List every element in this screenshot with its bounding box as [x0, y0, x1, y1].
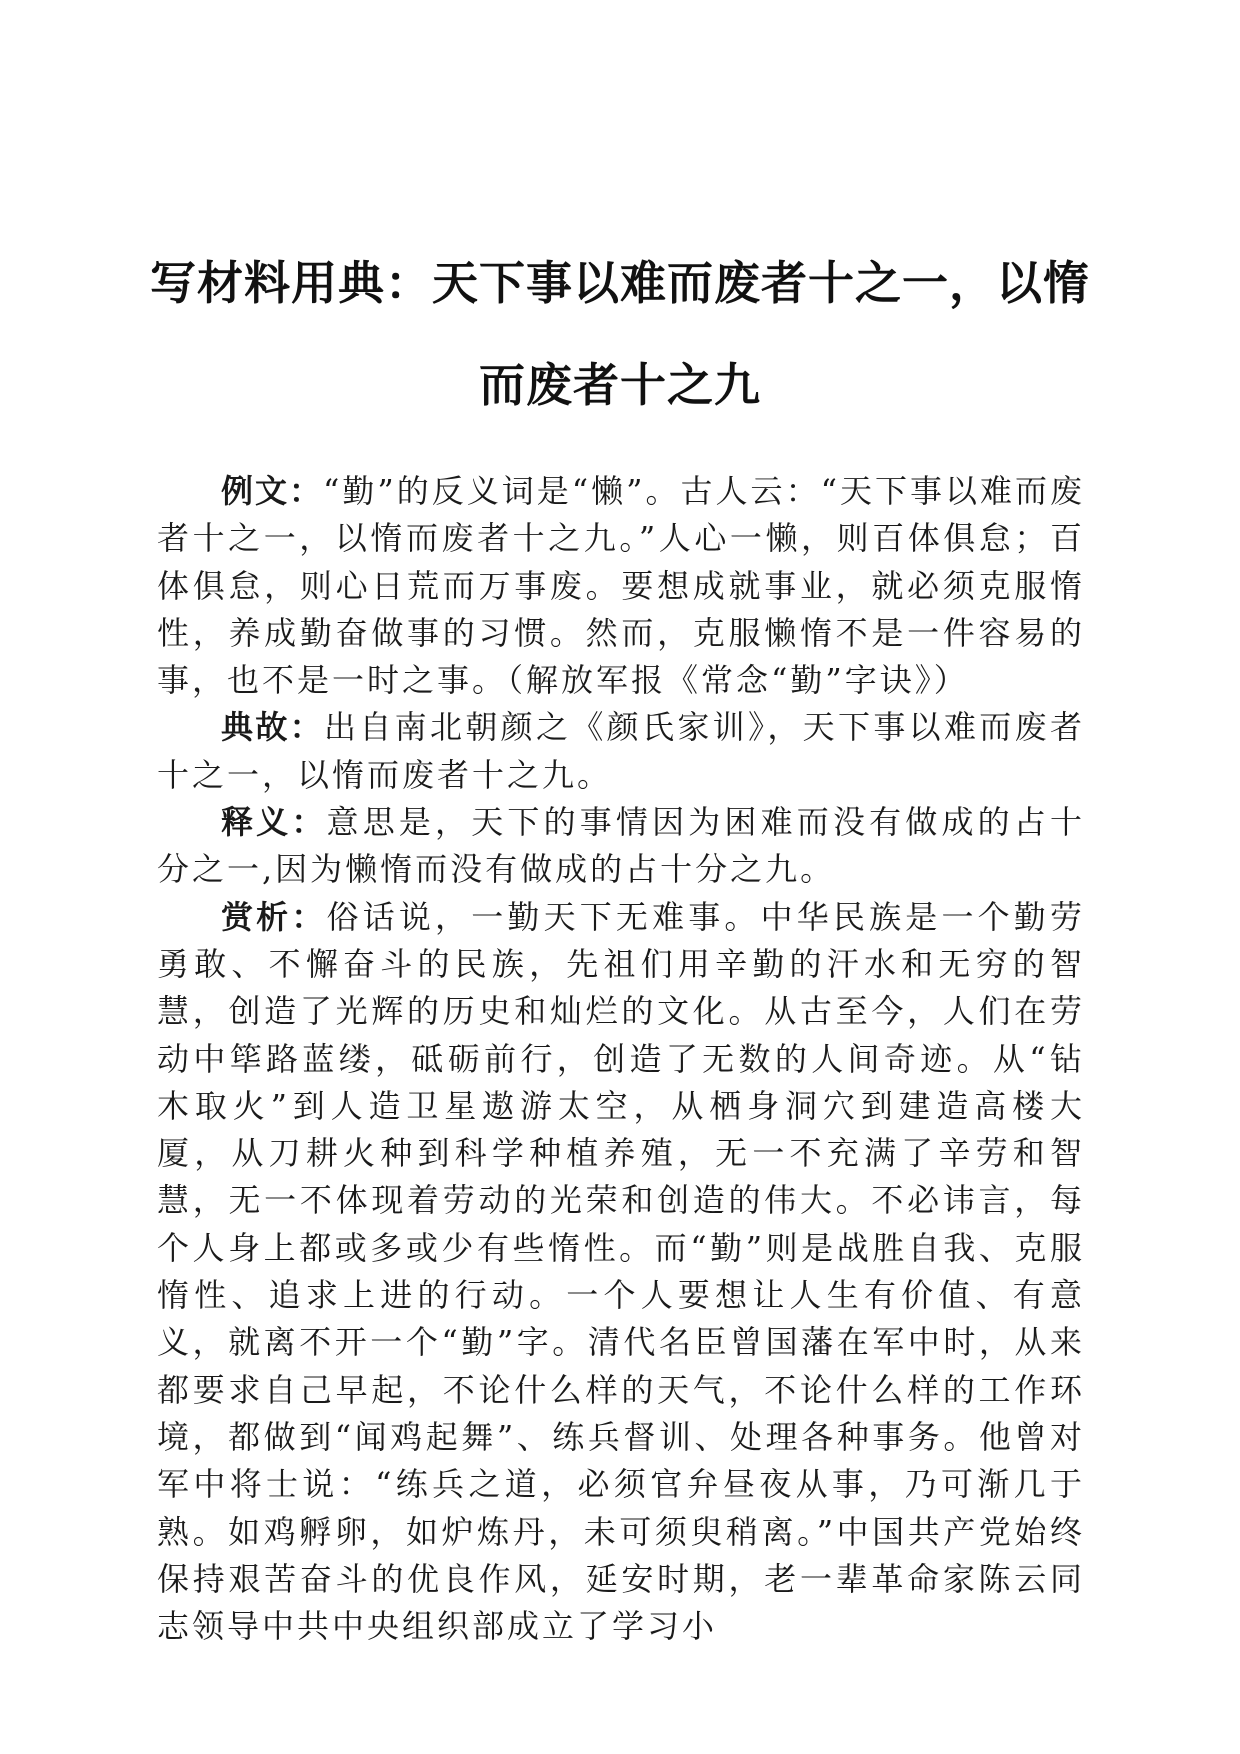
document-body: [157, 468, 1085, 1650]
paragraph-text: 俗话说，一勤天下无难事。中华民族是一个勤劳勇敢、不懈奋斗的民族，先祖们用辛勤的汗水和无穷的智慧，创造了光辉的历史和灿烂的文化。从古至今，人们在劳动中筚路蓝缕，砥砺前行，创造了无数的人间奇迹。从“钻木取火”到人造卫星遨游太空，从栖身洞穴到建造高楼大厦，从刀耕火种到科学种植养殖，无一不充满了辛劳和智慧，无一不体现着劳动的光荣和创造的伟大。不必讳言，每个人身上都或多或少有些惰性。而“勤”则是战胜自我、克服惰性、追求上进的行动。一个人要想让人生有价值、有意义，就离不开一个“勤”字。清代名臣曾国藩在军中时，从来都要求自己早起，不论什么样的天气，不论什么样的工作环境，都做到“闻鸡起舞”、练兵督训、处理各种事务。他曾对军中将士说：“练兵之道，必须官弁昼夜从事，乃可渐几于熟。如鸡孵卵，如炉炼丹，未可须臾稍离。”中国共产党始终保持艰苦奋斗的优良作风，延安时期，老一辈革命家陈云同志领导中共中央组织部成立了学习小: [157, 897, 1085, 1646]
paragraph-label: 例文：: [221, 472, 324, 510]
paragraph-text: “勤”的反义词是“懒”。古人云：“天下事以难而废者十之一，以惰而废者十之九。”人心一懒，则百体俱怠；百体俱怠，则心日荒而万事废。要想成就事业，就必须克服惰性，养成勤奋做事的习惯。然而，克服懒惰不是一件容易的事，也不是一时之事。（解放军报《常念“勤”字诀》）: [157, 472, 1085, 700]
paragraph-origin: [157, 704, 1085, 799]
paragraph-meaning: [157, 799, 1085, 894]
paragraph-example: [157, 468, 1085, 704]
document-title: 写材料用典：天下事以难而废者十之一，以惰而废者十之九: [150, 256, 1090, 412]
paragraph-label: 释义：: [221, 803, 327, 842]
paragraph-label: 赏析：: [221, 897, 327, 936]
paragraph-text: 意思是，天下的事情因为困难而没有做成的占十分之一,因为懒惰而没有做成的占十分之九。: [157, 803, 1085, 889]
paragraph-label: 典故：: [221, 708, 324, 747]
paragraph-appreciation: [157, 894, 1085, 1651]
paragraph-text: 出自南北朝颜之《颜氏家训》，天下事以难而废者十之一，以惰而废者十之九。: [157, 708, 1085, 794]
